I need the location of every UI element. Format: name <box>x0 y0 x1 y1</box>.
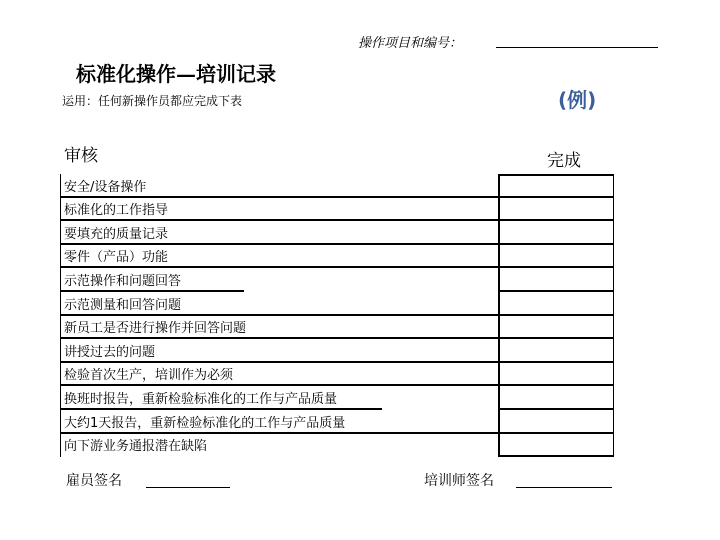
completion-cell[interactable] <box>498 245 614 269</box>
checklist-item-label: 要填充的质量记录 <box>64 226 169 242</box>
table-row <box>60 410 616 434</box>
table-row <box>60 339 616 363</box>
table-row <box>60 316 616 340</box>
table-row <box>60 363 616 387</box>
review-heading: 审核 <box>64 146 98 166</box>
table-row <box>60 221 616 245</box>
checklist-item-label: 向下游业务通报潜在缺陷 <box>64 439 208 455</box>
table-row <box>60 268 616 292</box>
completion-cell[interactable] <box>498 410 614 434</box>
checklist-item-label: 安全/设备操作 <box>64 179 147 195</box>
applies-to-note: 运用：任何新操作员都应完成下表 <box>62 94 243 108</box>
page-title: 标准化操作—培训记录 <box>76 62 276 86</box>
trainer-signature-field[interactable] <box>516 487 612 488</box>
completion-cell[interactable] <box>498 174 614 198</box>
complete-heading: 完成 <box>547 151 581 171</box>
table-row <box>60 292 616 316</box>
checklist-item-label: 零件（产品）功能 <box>64 250 169 266</box>
checklist-item-label: 标准化的工作指导 <box>64 203 169 219</box>
employee-signature-label: 雇员签名 <box>66 473 122 489</box>
table-row <box>60 386 616 410</box>
completion-cell[interactable] <box>498 339 614 363</box>
checklist-item-label: 换班时报告，重新检验标准化的工作与产品质量 <box>64 391 338 407</box>
checklist-item-label: 示范测量和回答问题 <box>64 297 182 313</box>
project-number-label: 操作项目和编号： <box>358 36 463 51</box>
completion-cell[interactable] <box>498 292 614 316</box>
checklist-item-label: 新员工是否进行操作并回答问题 <box>64 321 247 337</box>
training-checklist-table <box>60 174 616 457</box>
completion-cell[interactable] <box>498 316 614 340</box>
completion-cell[interactable] <box>498 198 614 222</box>
employee-signature-field[interactable] <box>146 487 230 488</box>
table-row <box>60 434 616 458</box>
table-row <box>60 174 616 198</box>
completion-cell[interactable] <box>498 221 614 245</box>
trainer-signature-label: 培训师签名 <box>424 473 494 489</box>
completion-cell[interactable] <box>498 386 614 410</box>
example-label: (例) <box>558 88 597 112</box>
checklist-item-label: 检验首次生产，培训作为必须 <box>64 368 234 384</box>
project-number-field[interactable] <box>496 47 658 48</box>
checklist-item-label: 讲授过去的问题 <box>64 344 156 360</box>
checklist-item-label: 大约1天报告，重新检验标准化的工作与产品质量 <box>64 415 346 431</box>
completion-cell[interactable] <box>498 268 614 292</box>
checklist-item-label: 示范操作和问题回答 <box>64 273 182 289</box>
table-row <box>60 245 616 269</box>
completion-cell[interactable] <box>498 434 614 458</box>
completion-cell[interactable] <box>498 363 614 387</box>
table-row <box>60 198 616 222</box>
